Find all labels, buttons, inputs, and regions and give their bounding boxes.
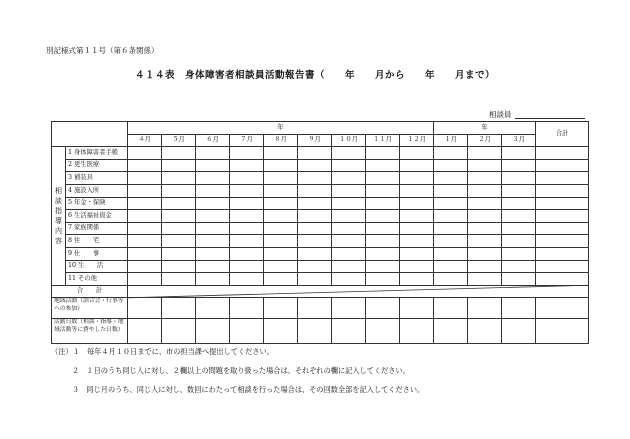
entry-cell[interactable] [502, 247, 536, 260]
extra-row [52, 298, 589, 319]
entry-cell[interactable] [434, 273, 468, 286]
entry-cell[interactable] [196, 247, 230, 260]
entry-cell[interactable] [468, 235, 502, 248]
entry-cell[interactable] [162, 184, 196, 197]
entry-cell[interactable] [264, 184, 298, 197]
entry-cell[interactable] [502, 298, 536, 319]
entry-cell[interactable] [298, 159, 332, 172]
entry-cell[interactable] [366, 298, 400, 319]
note-3: ３ 同じ月のうち、同じ人に対し、数回にわたって相談を行った場合は、その回数全部を記入してください。 [72, 385, 425, 394]
table-row [52, 210, 589, 223]
entry-cell[interactable] [128, 298, 162, 319]
entry-cell[interactable] [434, 159, 468, 172]
entry-cell[interactable] [366, 210, 400, 223]
entry-cell[interactable] [536, 159, 589, 172]
side-label: 相談指導内容 [52, 147, 66, 286]
entry-cell[interactable] [400, 273, 434, 286]
entry-cell[interactable] [230, 260, 264, 273]
entry-cell[interactable] [230, 147, 264, 160]
entry-cell[interactable] [366, 197, 400, 210]
entry-cell[interactable] [128, 260, 162, 273]
entry-cell[interactable] [536, 247, 589, 260]
month-header: １月 [434, 134, 468, 147]
category-label: 7 家族関係 [66, 222, 128, 235]
total-header: 合計 [536, 122, 589, 147]
entry-cell[interactable] [162, 222, 196, 235]
entry-cell[interactable] [366, 184, 400, 197]
category-label: 10 生 活 [66, 260, 128, 273]
entry-cell[interactable] [128, 159, 162, 172]
entry-cell[interactable] [162, 210, 196, 223]
category-label: 2 更生医療 [66, 159, 128, 172]
entry-cell[interactable] [332, 197, 366, 210]
entry-cell[interactable] [400, 159, 434, 172]
entry-cell[interactable] [434, 260, 468, 273]
entry-cell[interactable] [332, 319, 366, 344]
entry-cell[interactable] [468, 247, 502, 260]
entry-cell[interactable] [298, 172, 332, 185]
entry-cell[interactable] [298, 319, 332, 344]
respondent-label: 相談員 [489, 110, 512, 119]
month-header: ３月 [502, 134, 536, 147]
month-header: ２月 [468, 134, 502, 147]
entry-cell[interactable] [128, 210, 162, 223]
entry-cell[interactable] [162, 172, 196, 185]
header-corner [52, 122, 128, 147]
year-label-left: 年 [128, 122, 434, 135]
entry-cell[interactable] [196, 184, 230, 197]
table-row [52, 235, 589, 248]
entry-cell[interactable] [536, 222, 589, 235]
entry-cell[interactable] [264, 159, 298, 172]
entry-cell[interactable] [366, 147, 400, 160]
entry-cell[interactable] [230, 172, 264, 185]
entry-cell[interactable] [230, 319, 264, 344]
subtotal-diagonal-cell [128, 285, 589, 298]
entry-cell[interactable] [536, 319, 589, 344]
entry-cell[interactable] [332, 210, 366, 223]
entry-cell[interactable] [400, 247, 434, 260]
entry-cell[interactable] [264, 235, 298, 248]
entry-cell[interactable] [230, 210, 264, 223]
subtotal-row [52, 285, 589, 298]
entry-cell[interactable] [536, 298, 589, 319]
entry-cell[interactable] [400, 319, 434, 344]
entry-cell[interactable] [400, 222, 434, 235]
entry-cell[interactable] [434, 184, 468, 197]
entry-cell[interactable] [366, 159, 400, 172]
entry-cell[interactable] [162, 273, 196, 286]
entry-cell[interactable] [502, 210, 536, 223]
entry-cell[interactable] [536, 184, 589, 197]
entry-cell[interactable] [502, 197, 536, 210]
entry-cell[interactable] [298, 247, 332, 260]
header-year-row [52, 122, 589, 135]
extra-row [52, 319, 589, 344]
entry-cell[interactable] [196, 197, 230, 210]
category-label: 3 補装具 [66, 172, 128, 185]
entry-cell[interactable] [128, 247, 162, 260]
month-header: １０月 [332, 134, 366, 147]
entry-cell[interactable] [264, 147, 298, 160]
entry-cell[interactable] [502, 147, 536, 160]
entry-cell[interactable] [196, 298, 230, 319]
entry-cell[interactable] [366, 319, 400, 344]
entry-cell[interactable] [434, 210, 468, 223]
entry-cell[interactable] [502, 159, 536, 172]
entry-cell[interactable] [196, 319, 230, 344]
entry-cell[interactable] [128, 273, 162, 286]
entry-cell[interactable] [502, 235, 536, 248]
entry-cell[interactable] [332, 273, 366, 286]
entry-cell[interactable] [128, 222, 162, 235]
note-2: ２ １日のうち同じ人に対し、２欄以上の問題を取り扱った場合は、それぞれの欄に記入してください。 [72, 366, 410, 375]
entry-cell[interactable] [468, 298, 502, 319]
entry-cell[interactable] [128, 319, 162, 344]
entry-cell[interactable] [298, 210, 332, 223]
entry-cell[interactable] [536, 147, 589, 160]
entry-cell[interactable] [366, 260, 400, 273]
entry-cell[interactable] [502, 319, 536, 344]
entry-cell[interactable] [468, 172, 502, 185]
header-month-row [52, 134, 589, 147]
entry-cell[interactable] [298, 184, 332, 197]
entry-cell[interactable] [298, 273, 332, 286]
entry-cell[interactable] [468, 147, 502, 160]
month-header: ４月 [128, 134, 162, 147]
entry-cell[interactable] [468, 260, 502, 273]
entry-cell[interactable] [196, 260, 230, 273]
entry-cell[interactable] [264, 247, 298, 260]
entry-cell[interactable] [230, 247, 264, 260]
extra-row-label: 地域活動（訓合会・行事等への参加） [52, 298, 128, 319]
entry-cell[interactable] [128, 172, 162, 185]
entry-cell[interactable] [468, 210, 502, 223]
entry-cell[interactable] [468, 319, 502, 344]
entry-cell[interactable] [400, 147, 434, 160]
entry-cell[interactable] [162, 235, 196, 248]
month-header: １１月 [366, 134, 400, 147]
category-label: 5 年金・保険 [66, 197, 128, 210]
entry-cell[interactable] [434, 235, 468, 248]
month-header: ８月 [264, 134, 298, 147]
entry-cell[interactable] [196, 235, 230, 248]
category-label: 4 施設入所 [66, 184, 128, 197]
entry-cell[interactable] [366, 235, 400, 248]
entry-cell[interactable] [162, 298, 196, 319]
entry-cell[interactable] [434, 222, 468, 235]
entry-cell[interactable] [332, 184, 366, 197]
month-header: ７月 [230, 134, 264, 147]
entry-cell[interactable] [332, 247, 366, 260]
entry-cell[interactable] [230, 273, 264, 286]
table-row [52, 172, 589, 185]
category-label: 6 生活福祉資金 [66, 210, 128, 223]
entry-cell[interactable] [400, 235, 434, 248]
entry-cell[interactable] [400, 197, 434, 210]
entry-cell[interactable] [196, 147, 230, 160]
table-row [52, 159, 589, 172]
entry-cell[interactable] [502, 260, 536, 273]
activity-report-table [51, 121, 589, 344]
form-number: 別記様式第１１号（第６条関係） [46, 46, 159, 55]
table-row [52, 247, 589, 260]
entry-cell[interactable] [264, 298, 298, 319]
entry-cell[interactable] [502, 184, 536, 197]
entry-cell[interactable] [162, 159, 196, 172]
month-header: １２月 [400, 134, 434, 147]
entry-cell[interactable] [230, 235, 264, 248]
entry-cell[interactable] [264, 260, 298, 273]
subtotal-label: 合 計 [52, 285, 128, 298]
entry-cell[interactable] [400, 210, 434, 223]
table-row [52, 260, 589, 273]
table-row [52, 273, 589, 286]
entry-cell[interactable] [434, 147, 468, 160]
entry-cell[interactable] [298, 197, 332, 210]
entry-cell[interactable] [298, 235, 332, 248]
entry-cell[interactable] [400, 172, 434, 185]
entry-cell[interactable] [536, 210, 589, 223]
entry-cell[interactable] [264, 172, 298, 185]
entry-cell[interactable] [162, 247, 196, 260]
entry-cell[interactable] [468, 273, 502, 286]
entry-cell[interactable] [536, 235, 589, 248]
entry-cell[interactable] [434, 298, 468, 319]
entry-cell[interactable] [434, 319, 468, 344]
year-label-right: 年 [434, 122, 536, 135]
entry-cell[interactable] [298, 222, 332, 235]
entry-cell[interactable] [298, 260, 332, 273]
entry-cell[interactable] [332, 172, 366, 185]
entry-cell[interactable] [332, 298, 366, 319]
entry-cell[interactable] [162, 319, 196, 344]
entry-cell[interactable] [400, 298, 434, 319]
entry-cell[interactable] [196, 222, 230, 235]
entry-cell[interactable] [230, 222, 264, 235]
entry-cell[interactable] [332, 147, 366, 160]
entry-cell[interactable] [468, 159, 502, 172]
entry-cell[interactable] [128, 197, 162, 210]
entry-cell[interactable] [230, 184, 264, 197]
entry-cell[interactable] [162, 260, 196, 273]
entry-cell[interactable] [536, 197, 589, 210]
entry-cell[interactable] [468, 222, 502, 235]
entry-cell[interactable] [264, 210, 298, 223]
entry-cell[interactable] [230, 298, 264, 319]
entry-cell[interactable] [230, 159, 264, 172]
entry-cell[interactable] [366, 172, 400, 185]
entry-cell[interactable] [332, 222, 366, 235]
table-row [52, 197, 589, 210]
table-row [52, 147, 589, 160]
entry-cell[interactable] [196, 159, 230, 172]
entry-cell[interactable] [434, 172, 468, 185]
entry-cell[interactable] [264, 319, 298, 344]
entry-cell[interactable] [298, 147, 332, 160]
extra-row-label: 活動日数（相談・指導・地域活動等に費やした日数） [52, 319, 128, 344]
note-1: （注）１ 毎年４月１０日までに、市の担当課へ提出してください。 [51, 347, 274, 356]
entry-cell[interactable] [502, 222, 536, 235]
entry-cell[interactable] [400, 260, 434, 273]
page-title: ４１４表 身体障害者相談員活動報告書（ 年 月から 年 月まで） [134, 70, 495, 81]
entry-cell[interactable] [162, 197, 196, 210]
entry-cell[interactable] [298, 298, 332, 319]
entry-cell[interactable] [366, 247, 400, 260]
entry-cell[interactable] [536, 260, 589, 273]
entry-cell[interactable] [468, 184, 502, 197]
entry-cell[interactable] [196, 273, 230, 286]
category-label: 8 住 宅 [66, 235, 128, 248]
category-label: 11 その他 [66, 273, 128, 286]
entry-cell[interactable] [434, 197, 468, 210]
entry-cell[interactable] [332, 235, 366, 248]
entry-cell[interactable] [332, 260, 366, 273]
entry-cell[interactable] [366, 222, 400, 235]
entry-cell[interactable] [366, 273, 400, 286]
entry-cell[interactable] [128, 184, 162, 197]
month-header: ９月 [298, 134, 332, 147]
category-label: 1 身体障害者手帳 [66, 147, 128, 160]
entry-cell[interactable] [128, 235, 162, 248]
entry-cell[interactable] [162, 147, 196, 160]
entry-cell[interactable] [468, 197, 502, 210]
entry-cell[interactable] [196, 172, 230, 185]
entry-cell[interactable] [434, 247, 468, 260]
entry-cell[interactable] [400, 184, 434, 197]
month-header: ６月 [196, 134, 230, 147]
table-row [52, 222, 589, 235]
entry-cell[interactable] [264, 197, 298, 210]
entry-cell[interactable] [502, 172, 536, 185]
entry-cell[interactable] [536, 172, 589, 185]
entry-cell[interactable] [128, 147, 162, 160]
entry-cell[interactable] [230, 197, 264, 210]
month-header: ５月 [162, 134, 196, 147]
category-label: 9 仕 事 [66, 247, 128, 260]
entry-cell[interactable] [264, 222, 298, 235]
entry-cell[interactable] [332, 159, 366, 172]
respondent-signature-line[interactable] [515, 118, 585, 119]
entry-cell[interactable] [536, 273, 589, 286]
entry-cell[interactable] [196, 210, 230, 223]
entry-cell[interactable] [264, 273, 298, 286]
table-row [52, 184, 589, 197]
entry-cell[interactable] [502, 273, 536, 286]
